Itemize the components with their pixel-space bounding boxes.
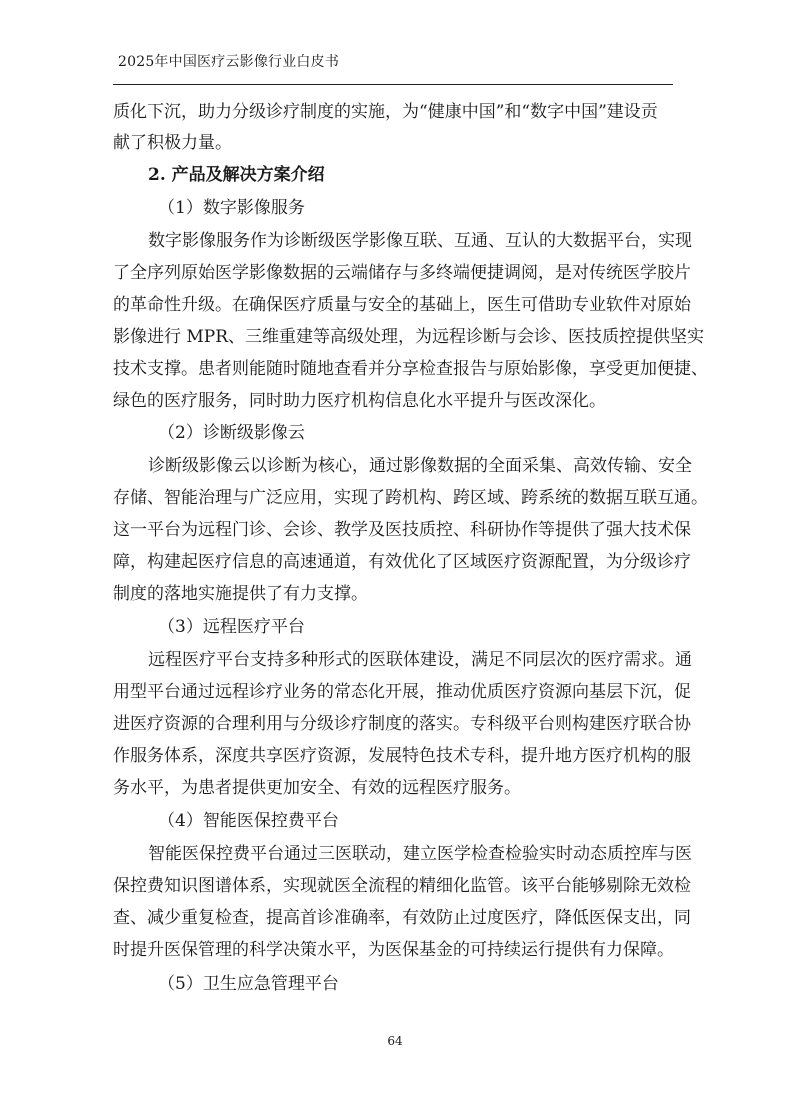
body-text-line: 绿色的医疗服务，同时助力医疗机构信息化水平提升与医改深化。 bbox=[113, 391, 606, 411]
body-text-line: 务水平，为患者提供更加安全、有效的远程医疗服务。 bbox=[113, 778, 521, 798]
body-text-line: 作服务体系，深度共享医疗资源，发展特色技术专科，提升地方医疗机构的服 bbox=[113, 746, 691, 766]
body-text-line: 的革命性升级。在确保医疗质量与安全的基础上，医生可借助专业软件对原始 bbox=[113, 295, 691, 315]
body-text-line: 时提升医保管理的科学决策水平，为医保基金的可持续运行提供有力保障。 bbox=[113, 940, 674, 960]
body-text-line: 用型平台通过远程诊疗业务的常态化开展，推动优质医疗资源向基层下沉，促 bbox=[113, 682, 691, 702]
body-text-line: 制度的落地实施提供了有力支撑。 bbox=[113, 584, 368, 604]
sub-heading-emergency-management: （5）卫生应急管理平台 bbox=[158, 974, 339, 994]
page-number: 64 bbox=[387, 1034, 403, 1048]
body-text-line: 存储、智能治理与广泛应用，实现了跨机构、跨区域、跨系统的数据互联互通。 bbox=[113, 488, 708, 508]
body-text-line: 数字影像服务作为诊断级医学影像互联、互通、互认的大数据平台，实现 bbox=[148, 231, 692, 251]
body-text-line: 障，构建起医疗信息的高速通道，有效优化了区域医疗资源配置，为分级诊疗 bbox=[113, 552, 691, 572]
body-text-line: 远程医疗平台支持多种形式的医联体建设，满足不同层次的医疗需求。通 bbox=[148, 650, 692, 670]
sub-heading-diagnostic-cloud: （2）诊断级影像云 bbox=[158, 423, 305, 443]
body-text-line: 质化下沉，助力分级诊疗制度的实施，为“健康中国”和“数字中国”建设贡 bbox=[113, 102, 658, 122]
sub-heading-digital-imaging: （1）数字影像服务 bbox=[158, 198, 305, 218]
body-text-line: 这一平台为远程门诊、会诊、教学及医技质控、科研协作等提供了强大技术保 bbox=[113, 520, 691, 540]
body-text-line: 技术支撑。患者则能随时随地查看并分享检查报告与原始影像，享受更加便捷、 bbox=[113, 359, 708, 379]
body-text-line: 献了积极力量。 bbox=[113, 133, 232, 153]
section-heading: 2. 产品及解决方案介绍 bbox=[148, 165, 325, 185]
sub-heading-telemedicine: （3）远程医疗平台 bbox=[158, 617, 305, 637]
header-divider bbox=[113, 84, 673, 85]
body-text-line: 查、减少重复检查，提高首诊准确率，有效防止过度医疗，降低医保支出，同 bbox=[113, 908, 691, 928]
running-header: 2025年中国医疗云影像行业白皮书 bbox=[118, 54, 340, 70]
body-text-line: 进医疗资源的合理利用与分级诊疗制度的落实。专科级平台则构建医疗联合协 bbox=[113, 714, 691, 734]
body-text-line: 诊断级影像云以诊断为核心，通过影像数据的全面采集、高效传输、安全 bbox=[148, 456, 692, 476]
sub-heading-insurance-control: （4）智能医保控费平台 bbox=[158, 811, 339, 831]
body-text-line: 智能医保控费平台通过三医联动，建立医学检查检验实时动态质控库与医 bbox=[148, 844, 692, 864]
body-text-line: 影像进行 MPR、三维重建等高级处理，为远程诊断与会诊、医技质控提供坚实 bbox=[113, 327, 705, 347]
body-text-line: 保控费知识图谱体系，实现就医全流程的精细化监管。该平台能够剔除无效检 bbox=[113, 876, 691, 896]
body-text-line: 了全序列原始医学影像数据的云端储存与多终端便捷调阅，是对传统医学胶片 bbox=[113, 263, 691, 283]
